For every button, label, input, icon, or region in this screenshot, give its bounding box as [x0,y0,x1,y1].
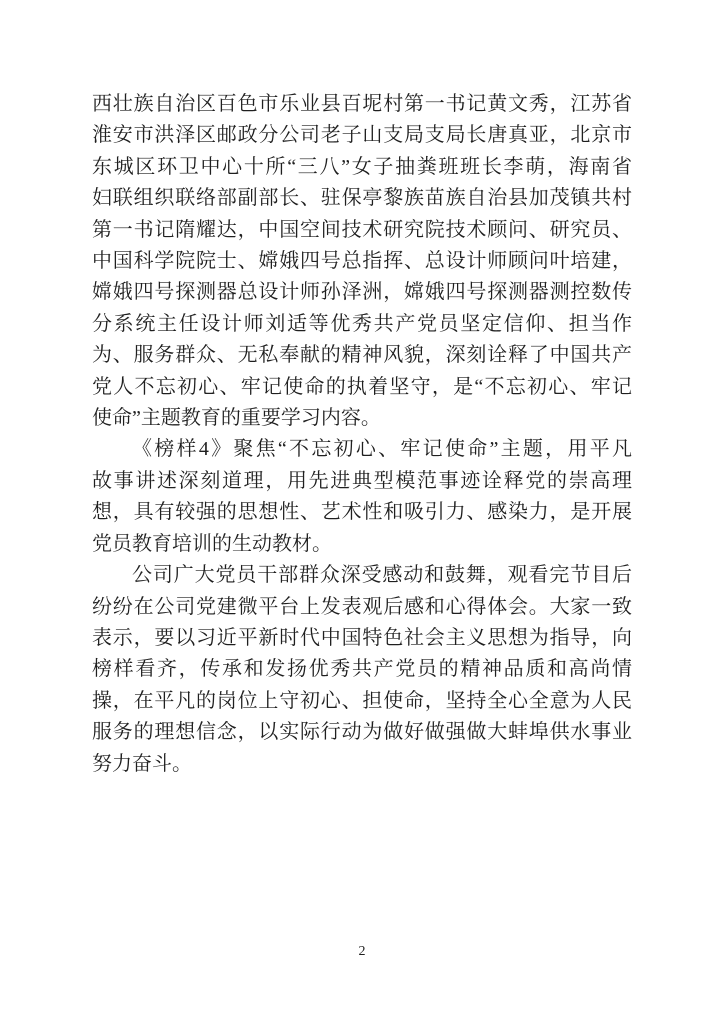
text-line: 淮安市洪泽区邮政分公司老子山支局支局长唐真亚，北京市 [92,124,632,147]
text-line: 表示，要以习近平新时代中国特色社会主义思想为指导，向 [92,626,632,649]
text-line: 努力奋斗。 [92,752,192,775]
text-line: 公司广大党员干部群众深受感动和鼓舞，观看完节目后 [132,564,632,587]
text-line: 纷纷在公司党建微平台上发表观后感和心得体会。大家一致 [92,595,632,618]
text-line: 嫦娥四号探测器总设计师孙泽洲，嫦娥四号探测器测控数传 [92,281,632,304]
text-line: 为、服务群众、无私奉献的精神风貌，深刻诠释了中国共产 [92,344,632,367]
page-number: 2 [358,944,366,959]
text-line: 分系统主任设计师刘适等优秀共产党员坚定信仰、担当作 [92,312,632,335]
text-line: 操，在平凡的岗位上守初心、担使命，坚持全心全意为人民 [92,689,632,712]
text-line: 榜样看齐，传承和发扬优秀共产党员的精神品质和高尚情 [92,658,632,681]
text-line: 党员教育培训的生动教材。 [92,532,332,555]
paragraph-3 [92,560,632,780]
text-line: 想，具有较强的思想性、艺术性和吸引力、感染力，是开展 [92,501,632,524]
text-line: 《榜样4》聚焦“不忘初心、牢记使命”主题，用平凡 [132,438,632,461]
paragraph-1 [92,89,632,434]
text-line: 中国科学院院士、嫦娥四号总指挥、总设计师顾问叶培建， [92,250,632,273]
text-line: 东城区环卫中心十所“三八”女子抽粪班班长李萌，海南省 [92,155,632,178]
text-line: 故事讲述深刻道理，用先进典型模范事迹诠释党的崇高理 [92,469,632,492]
text-line: 使命”主题教育的重要学习内容。 [92,407,381,430]
text-line: 党人不忘初心、牢记使命的执着坚守，是“不忘初心、牢记 [92,375,632,398]
text-line: 妇联组织联络部副部长、驻保亭黎族苗族自治县加茂镇共村 [92,187,632,210]
text-line: 第一书记隋耀达，中国空间技术研究院技术顾问、研究员、 [92,218,632,241]
text-line: 服务的理想信念，以实际行动为做好做强做大蚌埠供水事业 [92,721,632,744]
page-footer [0,942,724,960]
paragraph-2 [92,434,632,560]
document-body [92,89,632,780]
text-line: 西壮族自治区百色市乐业县百坭村第一书记黄文秀，江苏省 [92,93,632,115]
